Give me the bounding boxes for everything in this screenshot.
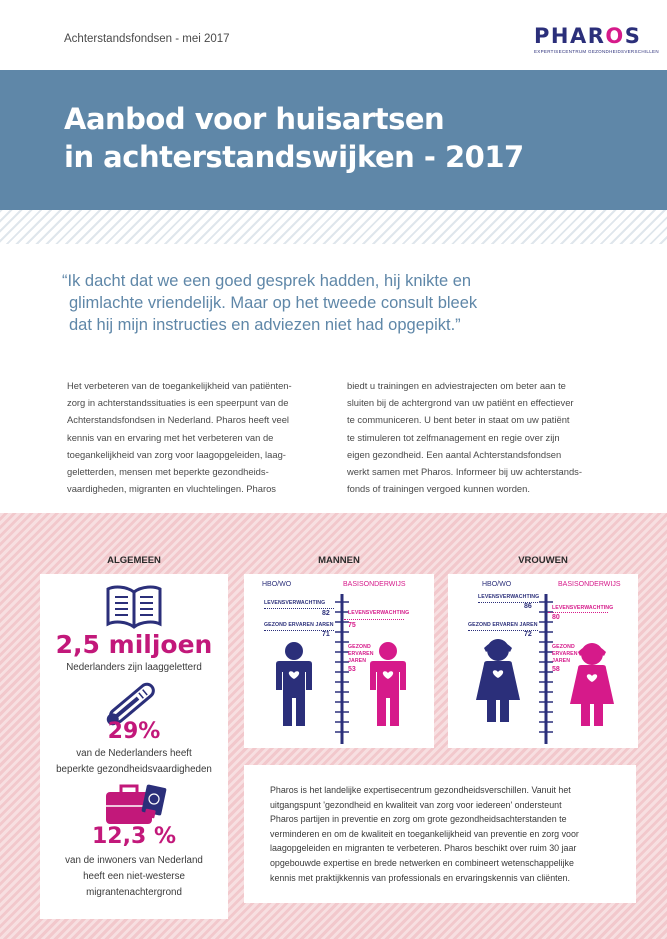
basis-label: BASISONDERWIJS [343, 581, 406, 588]
woman-figure-blue-icon [472, 638, 524, 724]
about-line: uitgangspunt 'gezondheid en kwaliteit van zorg voor iedereen' ondersteunt [270, 799, 562, 810]
men-chart-card [244, 574, 434, 748]
pull-quote [62, 270, 582, 336]
stat-label: migrantenachtergrond [86, 887, 182, 898]
basis-healthy-label: GEZOND [348, 644, 371, 650]
life-expectancy-label: LEVENSVERWACHTING [478, 594, 540, 600]
suitcase-passport-icon [104, 782, 170, 828]
title-banner [0, 70, 667, 210]
hbo-healthy-value: 72 [524, 631, 532, 638]
about-line: verminderen en om de kwaliteit en toegankelijkheid van preventie en zorg voor [270, 828, 579, 839]
stat-label: heeft een niet-westerse [83, 871, 185, 882]
stat-value: 12,3 % [92, 824, 176, 849]
stat-value: 29% [107, 719, 161, 744]
hbo-life-value: 82 [322, 610, 330, 617]
basis-healthy-label: GEZOND [552, 644, 575, 650]
man-figure-blue-icon [268, 642, 320, 728]
stat-label: Nederlanders zijn laaggeletterd [66, 662, 202, 673]
hbo-label: HBO/WO [262, 581, 292, 588]
quote-line: “Ik dacht dat we een goed gesprek hadden, hij knikte en [62, 272, 472, 290]
about-line: kennis met praktijkkennis van professionals en ervaringskennis van cliënten. [270, 872, 570, 883]
basis-life-value: 80 [552, 614, 560, 621]
basis-label: BASISONDERWIJS [558, 581, 621, 588]
hbo-label: HBO/WO [482, 581, 512, 588]
hatch-divider [0, 210, 667, 244]
life-line [264, 608, 334, 609]
basis-life-value: 75 [348, 622, 356, 629]
intro-column-right: biedt u trainingen en adviestrajecten om beter aan te sluiten bij de achtergrond van uw patiënt en effectiever te communiceren. U bent beter in staat om uw patiënt te stimuleren tot zelfmanagement en regie over zijn eigen gezondheid. Een aantal Achterstandsfondsen werkt samen met Pharos. Informeer bij uw achterstands- fonds of trainingen vergoed kunnen worden. [347, 380, 582, 495]
stat-label: van de inwoners van Nederland [65, 855, 203, 866]
hbo-healthy-value: 71 [322, 631, 330, 638]
document-label: Achterstandsfondsen - mei 2017 [64, 33, 230, 45]
woman-figure-pink-icon [566, 642, 618, 728]
heading-general: ALGEMEEN [107, 555, 161, 566]
about-line: Pharos is het landelijke expertisecentrum gezondheidsverschillen. Vanuit het [270, 785, 571, 795]
stat-value: 2,5 miljoen [55, 630, 213, 659]
stat-label: van de Nederlanders heeft [76, 748, 192, 759]
man-figure-pink-icon [362, 642, 414, 728]
logo-subtitle: EXPERTISECENTRUM GEZONDHEIDSVERSCHILLEN [534, 49, 659, 54]
basis-healthy-value: 53 [348, 666, 356, 673]
basis-life-line [548, 612, 608, 613]
intro-column-left: Het verbeteren van de toegankelijkheid van patiënten- zorg in achterstandssituaties is een speerpunt van de Achterstandsfondsen in Nederland. Pharos heeft veel kennis van en ervaring met het verbeteren van de toegankelijkheid van zorg voor laagopgeleiden, laag- geletterden, mensen met beperkte gezondheids- vaardigheden, migranten en vluchtelingen. Pharos [67, 380, 292, 495]
basis-healthy-label: JAREN [552, 658, 571, 664]
logo-word: PHAROS [534, 24, 642, 48]
pharos-logo [534, 24, 659, 58]
hbo-life-value: 86 [524, 603, 532, 610]
basis-life-label: LEVENSVERWACHTING [552, 605, 614, 611]
page-header [0, 0, 667, 70]
about-line: laagopgeleiden en migranten te verbeteren. Pharos beschikt over ruim 30 jaar [270, 843, 577, 854]
heading-women: VROUWEN [518, 555, 568, 566]
quote-line: glimlachte vriendelijk. Maar op het tweede consult bleek [69, 294, 478, 312]
stat-label: beperkte gezondheidsvaardigheden [56, 764, 212, 775]
women-chart-card [448, 574, 638, 748]
basis-life-label: LEVENSVERWACHTING [348, 610, 410, 616]
basis-healthy-value: 58 [552, 666, 560, 673]
basis-healthy-label: JAREN [348, 658, 367, 664]
healthy-years-label: GEZOND ERVAREN JAREN [468, 622, 538, 628]
page-title: Aanbod voor huisartsen in achterstandswijken - 2017 [64, 102, 524, 174]
open-book-icon [104, 584, 164, 630]
basis-life-line [344, 619, 404, 620]
healthy-years-label: GEZOND ERVAREN JAREN [264, 622, 334, 628]
life-expectancy-label: LEVENSVERWACHTING [264, 600, 326, 606]
about-pharos-card [244, 765, 636, 903]
basis-healthy-label: ERVAREN [552, 651, 578, 657]
about-line: opgebouwde expertise en brede netwerken en combineert wetenschappelijke [270, 857, 574, 868]
heading-men: MANNEN [318, 555, 360, 566]
basis-healthy-label: ERVAREN [348, 651, 374, 657]
general-stats-card [40, 574, 228, 919]
about-line: Pharos partijen in preventie en zorg om grote gezondheidsachterstanden te [270, 814, 567, 825]
quote-line: dat hij mijn instructies en adviezen niet had opgepikt.” [69, 316, 461, 334]
